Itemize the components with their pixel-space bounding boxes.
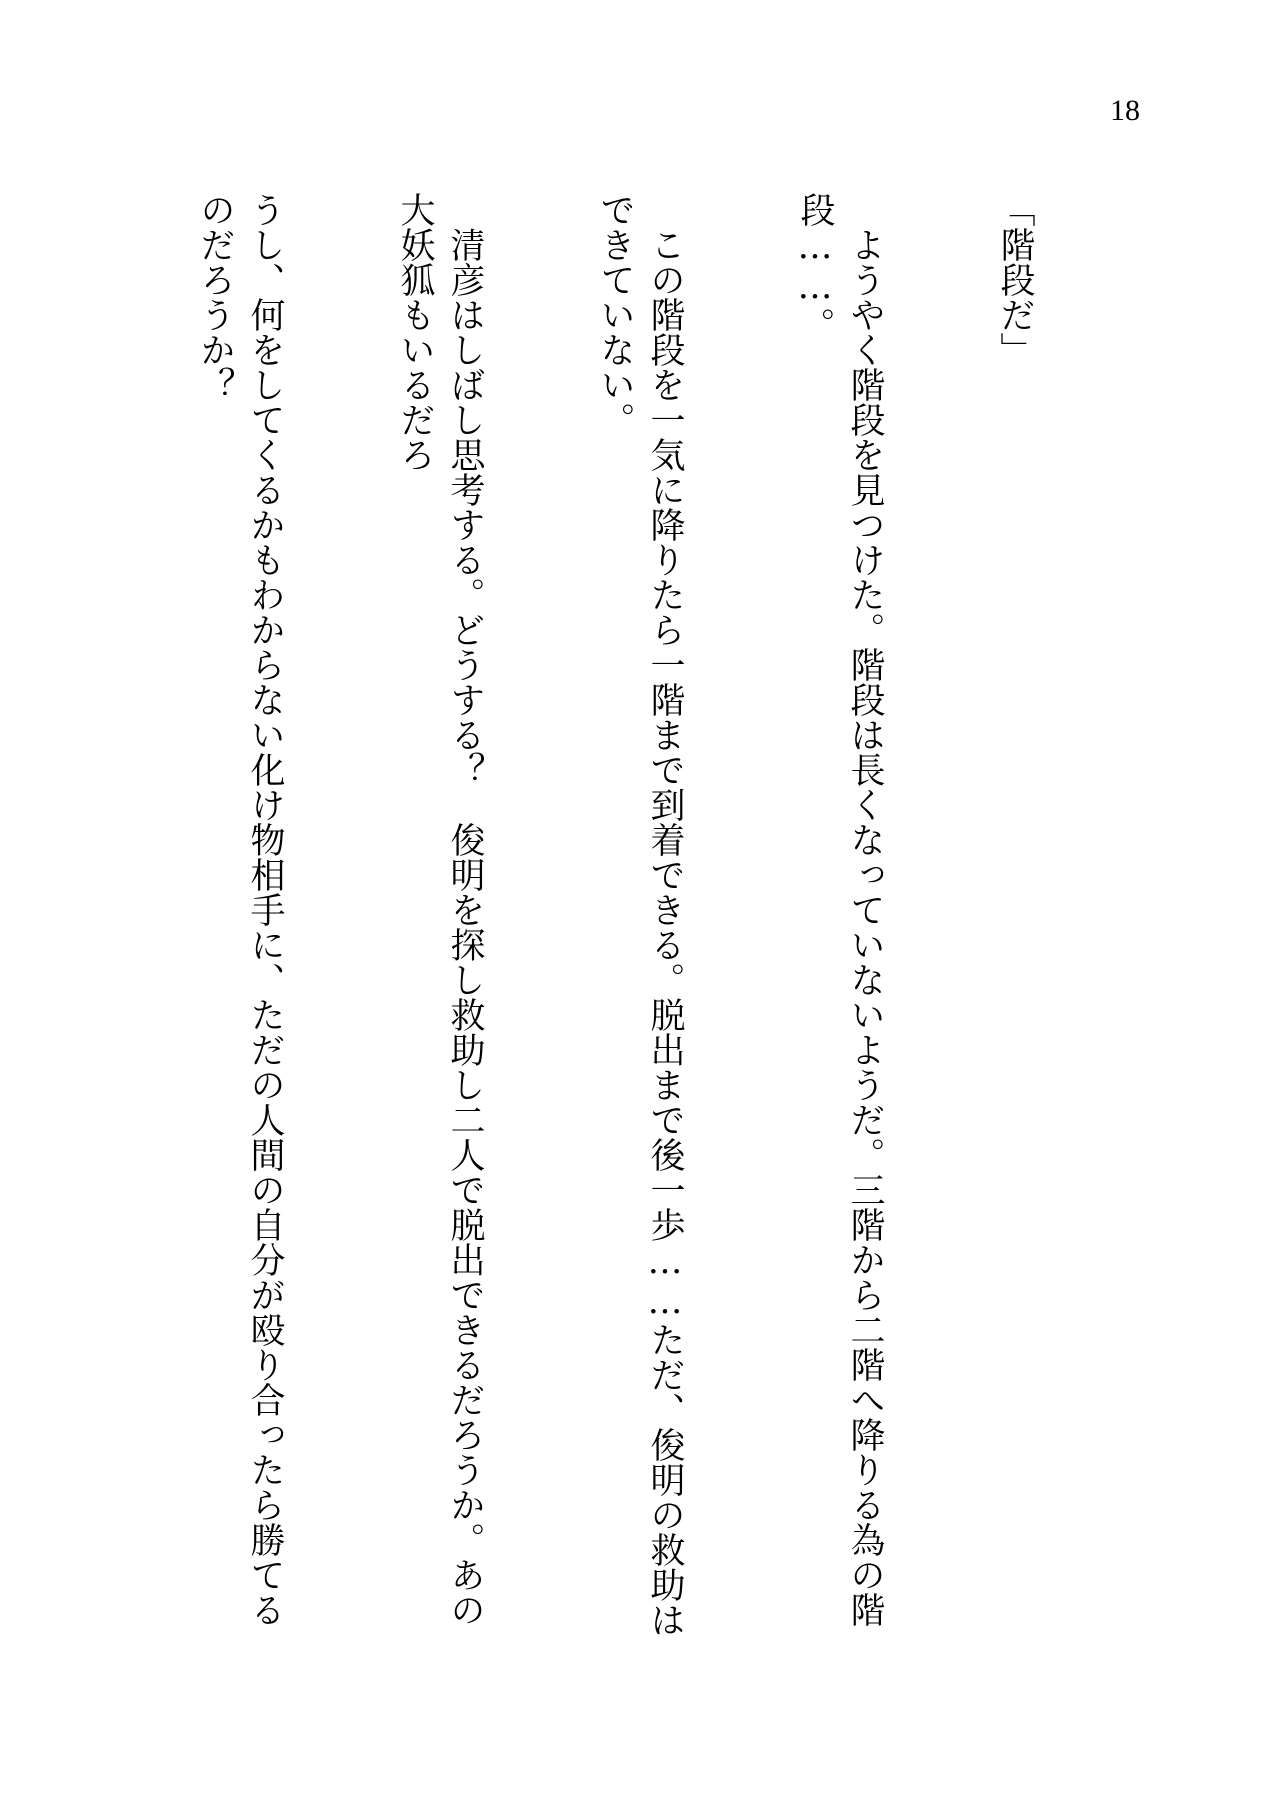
vertical-text-block bbox=[140, 192, 1140, 1652]
text-line: 清彦はしばし思考する。どうする？ 俊明を探し救助し二人で脱出できるだろうか。あの大妖狐もいるだろ bbox=[395, 192, 485, 1627]
text-line: うし、何をしてくるかもわからない化け物相手に、ただの人間の自分が殴り合ったら勝てるのだろうか？ bbox=[195, 192, 285, 1627]
text-line: ようやく階段を見つけた。階段は長くなっていないようだ。三階から二階へ降りる為の階段……。 bbox=[795, 192, 885, 1627]
text-line: この階段を一気に降りたら一階まで到着できる。脱出まで後一歩……ただ、俊明の救助はできていない。 bbox=[595, 192, 685, 1637]
page-number: 18 bbox=[1110, 94, 1140, 127]
text-line: 「階段だ」 bbox=[995, 192, 1035, 367]
